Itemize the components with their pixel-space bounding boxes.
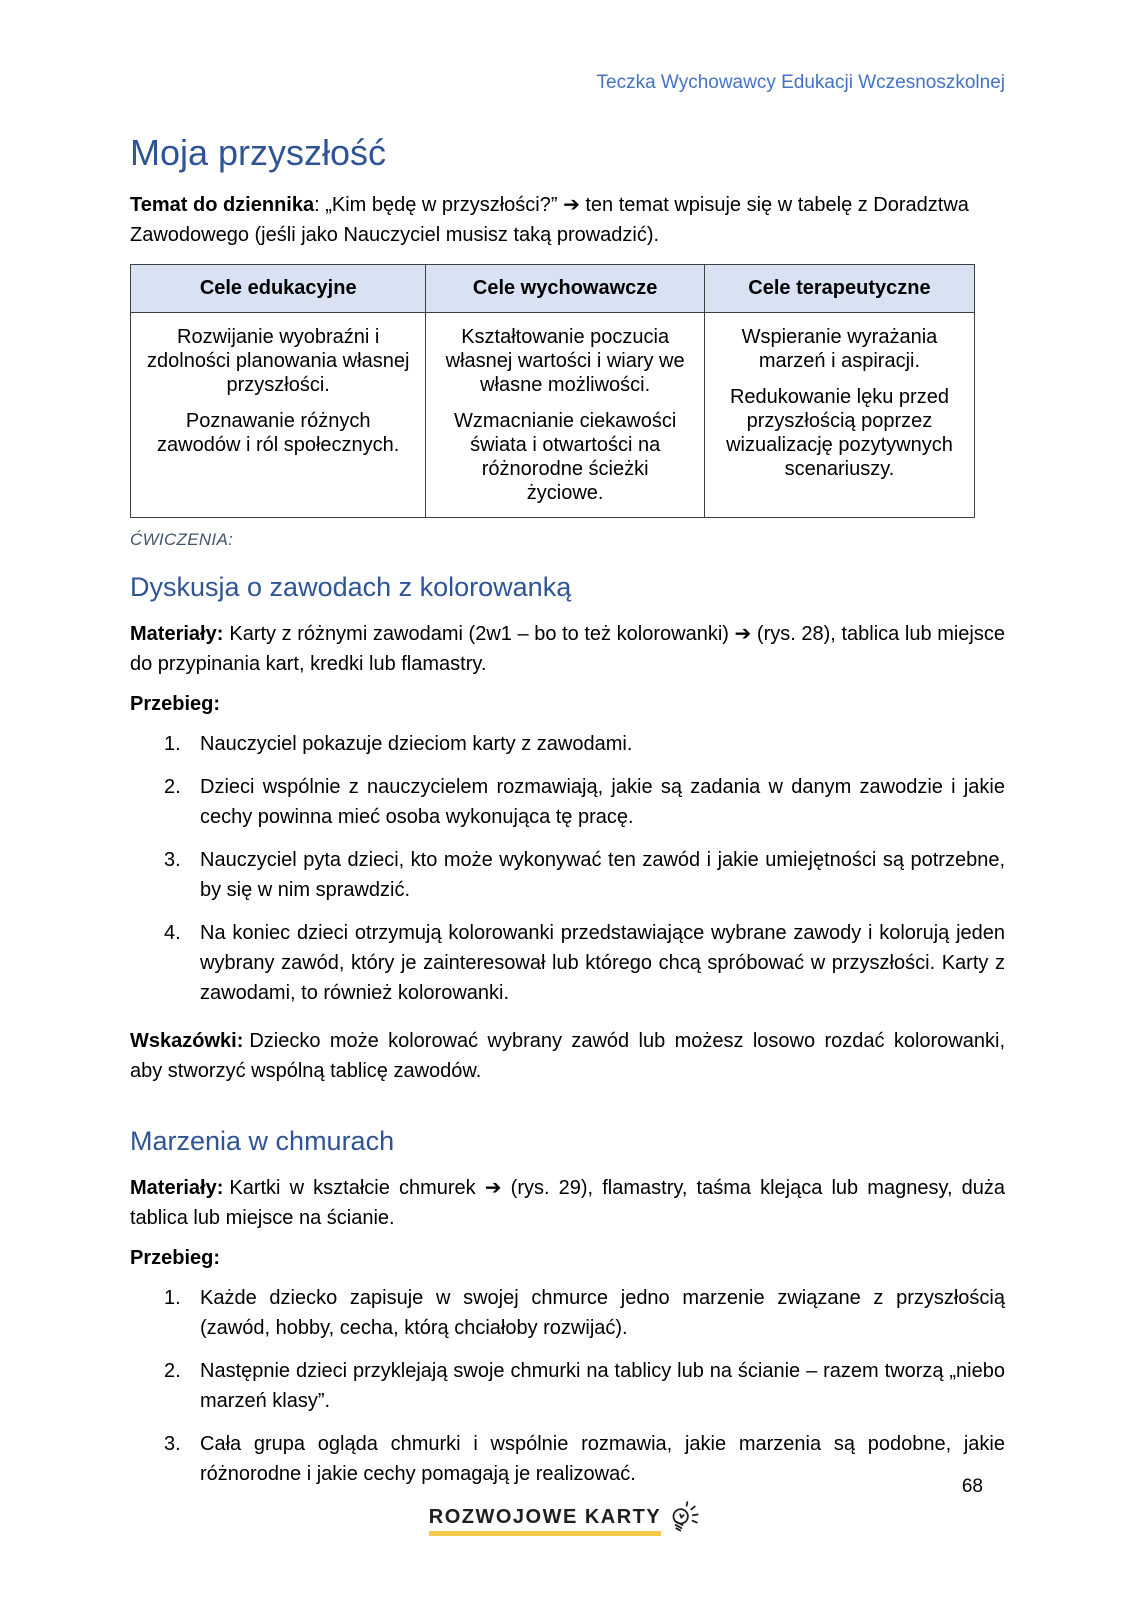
cell-paragraph: Wspieranie wyrażania marzeń i aspiracji.	[741, 326, 938, 372]
page-title: Moja przyszłość	[130, 132, 387, 173]
materials-paragraph	[130, 1173, 1005, 1233]
lightbulb-icon	[663, 1497, 706, 1540]
step-item: Na koniec dzieci otrzymują kolorowanki przedstawiające wybrane zawody i kolorują jeden wybrany zawód, który je zainteresował lub którego chcą spróbować w przyszłości. Karty z zawodami, to również kolorowanki.	[200, 922, 1005, 1004]
running-header: Teczka Wychowawcy Edukacji Wczesnoszkolnej	[596, 72, 1005, 93]
intro-text: : „Kim będę w przyszłości?” ➔ ten temat wpisuje się w tabelę z Doradztwa Zawodowego (jeśli jako Nauczyciel musisz taką prowadzić).	[130, 194, 969, 246]
footer-brand	[0, 1506, 1131, 1536]
step-item: Nauczyciel pokazuje dzieciom karty z zawodami.	[200, 733, 633, 755]
steps-label: Przebieg:	[130, 1247, 221, 1269]
step-item: Następnie dzieci przyklejają swoje chmurki na tablicy lub na ścianie – razem tworzą „niebo marzeń klasy”.	[200, 1360, 1005, 1412]
steps-label: Przebieg:	[130, 693, 221, 715]
cell-therapeutic	[704, 313, 974, 518]
cell-paragraph: Rozwijanie wyobraźni i zdolności planowania własnej przyszłości.	[147, 326, 410, 396]
column-header-educational: Cele edukacyjne	[131, 265, 426, 313]
cell-paragraph: Kształtowanie poczucia własnej wartości i wiary we własne możliwości.	[445, 326, 685, 396]
materials-text: Karty z różnymi zawodami (2w1 – bo to też kolorowanki) ➔ (rys. 28), tablica lub miejsce do przypinania kart, kredki lub flamastry.	[130, 623, 1005, 675]
goals-table-body	[131, 313, 975, 518]
cell-paragraph: Wzmacnianie ciekawości świata i otwartości na różnorodne ścieżki życiowe.	[454, 410, 677, 504]
cell-educational	[131, 313, 426, 518]
intro-paragraph	[130, 190, 1005, 250]
table-row	[131, 313, 975, 518]
materials-paragraph	[130, 619, 1005, 679]
goals-table	[130, 264, 975, 518]
table-header-row	[131, 265, 975, 313]
cell-paragraph: Redukowanie lęku przed przyszłością poprzez wizualizację pozytywnych scenariuszy.	[726, 386, 953, 480]
steps-list	[130, 729, 1005, 1008]
column-header-upbringing: Cele wychowawcze	[426, 265, 705, 313]
materials-label: Materiały:	[130, 1177, 224, 1199]
step-item: Nauczyciel pyta dzieci, kto może wykonywać ten zawód i jakie umiejętności są potrzebne, by się w nim sprawdzić.	[200, 849, 1005, 901]
section-heading-discussion: Dyskusja o zawodach z kolorowanką	[130, 572, 572, 602]
materials-label: Materiały:	[130, 623, 224, 645]
step-item: Dzieci wspólnie z nauczycielem rozmawiają, jakie są zadania w danym zawodzie i jakie cechy powinna mieć osoba wykonująca tę pracę.	[200, 776, 1005, 828]
intro-label: Temat do dziennika	[130, 194, 315, 216]
exercises-label: ĆWICZENIA:	[130, 530, 234, 549]
section-heading-dreams: Marzenia w chmurach	[130, 1126, 395, 1156]
column-header-therapeutic: Cele terapeutyczne	[704, 265, 974, 313]
goals-table-header	[131, 265, 975, 313]
tips-label: Wskazówki:	[130, 1030, 244, 1052]
brand-name: ROZWOJOWE KARTY	[429, 1506, 662, 1536]
page-number: 68	[961, 1476, 983, 1497]
steps-list	[130, 1283, 1005, 1489]
materials-text: Kartki w kształcie chmurek ➔ (rys. 29), flamastry, taśma klejąca lub magnesy, duża tablica lub miejsce na ścianie.	[130, 1177, 1005, 1229]
step-item: Każde dziecko zapisuje w swojej chmurce jedno marzenie związane z przyszłością (zawód, hobby, cecha, którą chciałoby rozwijać).	[200, 1287, 1005, 1339]
tips-text: Dziecko może kolorować wybrany zawód lub możesz losowo rozdać kolorowanki, aby stworzyć wspólną tablicę zawodów.	[130, 1030, 1005, 1082]
step-item: Cała grupa ogląda chmurki i wspólnie rozmawia, jakie marzenia są podobne, jakie różnorodne i jakie cechy pomagają je realizować.	[200, 1433, 1005, 1485]
cell-upbringing	[426, 313, 705, 518]
cell-paragraph: Poznawanie różnych zawodów i ról społecznych.	[157, 410, 400, 456]
tips-paragraph	[130, 1026, 1005, 1086]
